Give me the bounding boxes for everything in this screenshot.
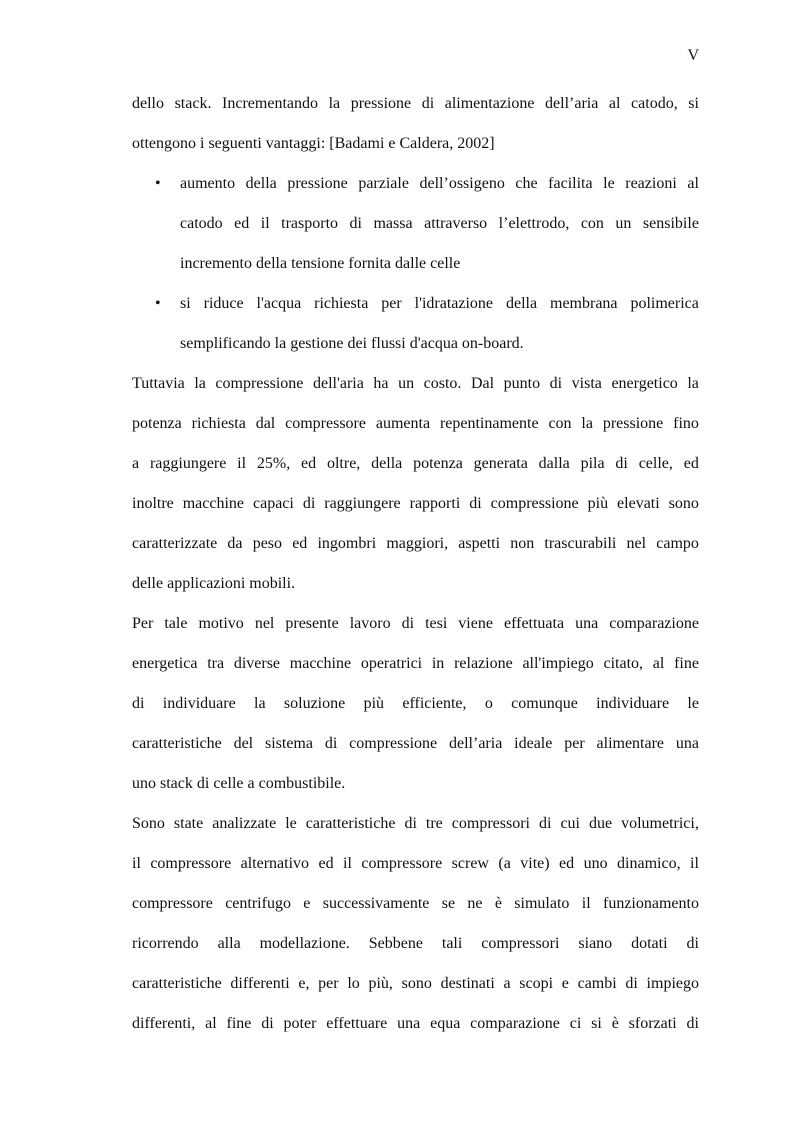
bullet-text-line: semplificando la gestione dei flussi d'acqua on-board. [180,335,524,352]
bullet-icon: • [155,175,161,192]
text-line: Tuttavia la compressione dell'aria ha un costo. Dal punto di vista energetico la [132,375,699,392]
text-line: energetica tra diverse macchine operatrici in relazione all'impiego citato, al fine [132,655,699,672]
text-line: potenza richiesta dal compressore aumenta repentinamente con la pressione fino [132,415,699,432]
text-line: inoltre macchine capaci di raggiungere rapporti di compressione più elevati sono [132,495,699,512]
text-line: compressore centrifugo e successivamente se ne è simulato il funzionamento [132,895,699,912]
text-line: Per tale motivo nel presente lavoro di tesi viene effettuata una comparazione [132,615,699,632]
text-line: differenti, al fine di poter effettuare una equa comparazione ci si è sforzati di [132,1015,699,1032]
text-line: dello stack. Incrementando la pressione di alimentazione dell’aria al catodo, si [132,95,699,112]
text-line: il compressore alternativo ed il compressore screw (a vite) ed uno dinamico, il [132,855,699,872]
text-line: caratterizzate da peso ed ingombri maggiori, aspetti non trascurabili nel campo [132,535,699,552]
text-line: caratteristiche differenti e, per lo più, sono destinati a scopi e cambi di impiego [132,975,699,992]
text-line: caratteristiche del sistema di compressione dell’aria ideale per alimentare una [132,735,699,752]
text-line: di individuare la soluzione più efficiente, o comunque individuare le [132,695,699,712]
bullet-text-line: • aumento della pressione parziale dell’ossigeno che facilita le reazioni al [132,172,699,212]
text-line: a raggiungere il 25%, ed oltre, della potenza generata dalla pila di celle, ed [132,455,699,472]
text-line: delle applicazioni mobili. [132,575,296,592]
bullet-icon: • [155,295,161,312]
text-line: uno stack di celle a combustibile. [132,775,346,792]
bullet-text-line: • si riduce l'acqua richiesta per l'idratazione della membrana polimerica [132,292,699,332]
document-body [132,92,699,1052]
text-line: ricorrendo alla modellazione. Sebbene tali compressori siano dotati di [132,935,699,952]
text-line: Sono state analizzate le caratteristiche di tre compressori di cui due volumetrici, [132,815,699,832]
page-number: V [687,47,699,64]
bullet-text-line: incremento della tensione fornita dalle celle [180,255,461,272]
bullet-text-line: catodo ed il trasporto di massa attraverso l’elettrodo, con un sensibile [180,215,699,232]
text-line: ottengono i seguenti vantaggi: [Badami e Caldera, 2002] [132,135,495,152]
